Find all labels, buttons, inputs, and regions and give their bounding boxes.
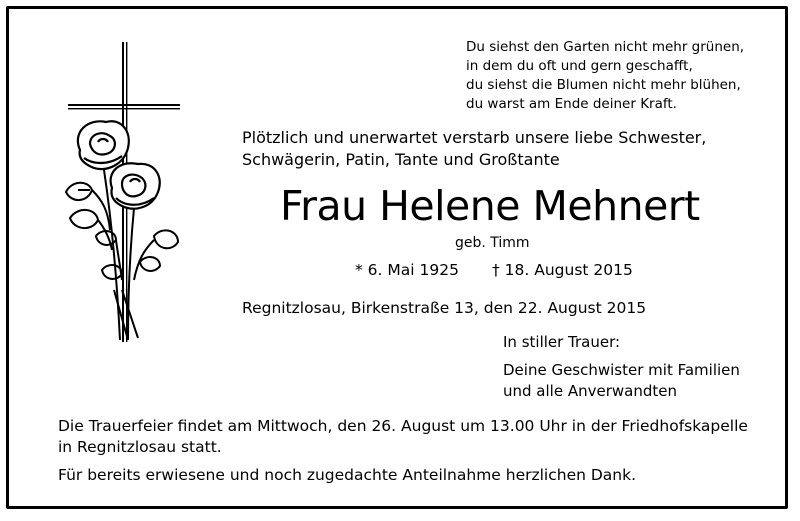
poem-line: Du siehst den Garten nicht mehr grünen, (466, 39, 745, 55)
poem-line: du warst am Ende deiner Kraft. (466, 96, 677, 112)
funeral-info-line: in Regnitzlosau statt. (58, 438, 222, 456)
poem-line: in dem du oft und gern geschafft, (466, 58, 693, 74)
mourners-line: und alle Anverwandten (503, 382, 677, 400)
intro-line: Schwägerin, Patin, Tante und Großtante (242, 150, 560, 169)
death-date: † 18. August 2015 (492, 261, 633, 279)
deceased-name: Frau Helene Mehnert (280, 182, 700, 230)
footer-text (58, 416, 748, 486)
poem-line: du siehst die Blumen nicht mehr blühen, (466, 77, 741, 93)
birth-date: * 6. Mai 1925 (355, 261, 459, 279)
place-and-date: Regnitzlosau, Birkenstraße 13, den 22. August 2015 (242, 299, 647, 317)
thanks-line: Für bereits erwiesene und noch zugedachte Anteilnahme herzlichen Dank. (58, 466, 637, 484)
intro-text (242, 127, 706, 171)
maiden-name: geb. Timm (455, 235, 530, 251)
funeral-info-line: Die Trauerfeier findet am Mittwoch, den 26. August um 13.00 Uhr in der Friedhofskapelle (58, 417, 748, 435)
mourners-line: Deine Geschwister mit Familien (503, 361, 740, 379)
mourners-block (503, 332, 740, 402)
poem (466, 38, 744, 114)
mourners-heading: In stiller Trauer: (503, 333, 621, 351)
cross-with-roses-icon (58, 40, 188, 345)
intro-line: Plötzlich und unerwartet verstarb unsere liebe Schwester, (242, 128, 707, 147)
